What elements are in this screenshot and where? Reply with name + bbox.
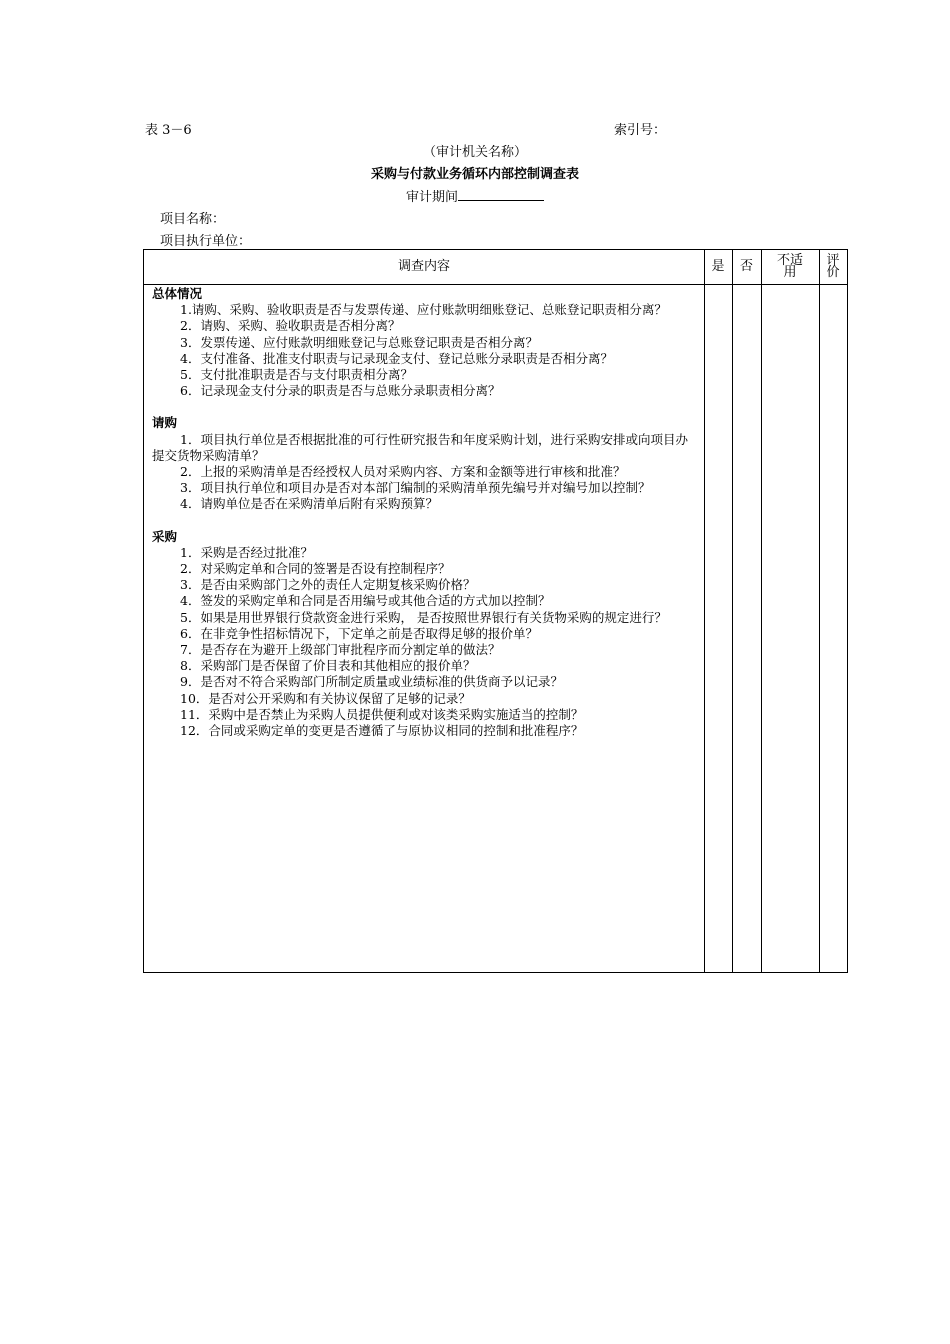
list-item (152, 723, 697, 739)
column-header-yes: 是 (711, 259, 725, 274)
column-header-eval-line1: 评 (826, 253, 840, 268)
list-item (152, 464, 697, 480)
list-item (152, 610, 697, 626)
list-item (152, 561, 697, 577)
column-header-na-line1: 不适 (776, 253, 803, 268)
survey-content (152, 286, 697, 739)
item-text: 7．是否存在为避开上级部门审批程序而分割定单的做法？ (180, 642, 501, 658)
list-item (152, 480, 697, 496)
column-header-na-line2: 用 (783, 265, 797, 280)
item-text: 3．项目执行单位和项目办是否对本部门编制的采购清单预先编号并对编号加以控制？ (180, 480, 651, 496)
audit-period-label: 审计期间 (405, 190, 458, 205)
column-header-eval-line2: 价 (826, 265, 840, 280)
list-item (152, 545, 697, 561)
list-item (152, 674, 697, 690)
item-text: 4．请购单位是否在采购清单后附有采购预算？ (180, 496, 438, 512)
column-divider (819, 250, 820, 972)
item-text: 3．是否由采购部门之外的责任人定期复核采购价格？ (180, 577, 476, 593)
list-item (152, 383, 697, 399)
list-item (152, 707, 697, 723)
item-text: 4．支付准备、批准支付职责与记录现金支付、登记总账分录职责是否相分离？ (180, 350, 613, 366)
item-text: 11．采购中是否禁止为采购人员提供便利或对该类采购实施适当的控制？ (180, 706, 584, 722)
item-text: 6．在非竞争性招标情况下，下定单之前是否取得足够的报价单？ (180, 625, 538, 641)
section-title: 请购 (152, 415, 178, 431)
item-text: 6．记录现金支付分录的职责是否与总账分录职责相分离？ (180, 383, 501, 399)
project-unit-label: 项目执行单位： (160, 234, 252, 249)
document-title: 采购与付款业务循环内部控制调查表 (370, 167, 579, 182)
item-text: 2．对采购定单和合同的签署是否设有控制程序？ (180, 561, 451, 577)
item-text: 1．项目执行单位是否根据批准的可行性研究报告和年度采购计划，进行采购安排或向项目办提交货物采购清单？ (152, 431, 688, 463)
item-text: 9．是否对不符合采购部门所制定质量或业绩标准的供货商予以记录？ (180, 674, 563, 690)
item-text: 1.请购、采购、验收职责是否与发票传递、应付账款明细账登记、总账登记职责相分离？ (180, 302, 667, 318)
column-divider (761, 250, 762, 972)
column-divider (732, 250, 733, 972)
item-text: 3．发票传递、应付账款明细账登记与总账登记职责是否相分离？ (180, 334, 538, 350)
item-text: 5．如果是用世界银行贷款资金进行采购， 是否按照世界银行有关货物采购的规定进行？ (180, 609, 667, 625)
table-number: 表 3－6 (145, 123, 192, 138)
section-title: 采购 (152, 528, 178, 544)
column-header-no: 否 (739, 259, 753, 274)
column-header-not-applicable (761, 250, 819, 284)
audit-period-blank (458, 188, 544, 201)
list-item (152, 335, 697, 351)
list-item (152, 658, 697, 674)
list-item (152, 318, 697, 334)
list-item (152, 496, 697, 512)
list-item (152, 302, 697, 318)
item-text: 10．是否对公开采购和有关协议保留了足够的记录？ (180, 690, 471, 706)
list-item (152, 642, 697, 658)
column-divider (704, 250, 705, 972)
audit-agency-name: （审计机关名称） (422, 145, 527, 160)
list-item (152, 691, 697, 707)
list-item (152, 626, 697, 642)
item-text: 8．采购部门是否保留了价目表和其他相应的报价单？ (180, 658, 476, 674)
item-text: 4．签发的采购定单和合同是否用编号或其他合适的方式加以控制？ (180, 593, 551, 609)
list-item (152, 577, 697, 593)
item-text: 1．采购是否经过批准？ (180, 544, 313, 560)
audit-period (0, 186, 950, 205)
item-text: 12．合同或采购定单的变更是否遵循了与原协议相同的控制和批准程序？ (180, 723, 584, 739)
item-text: 2．上报的采购清单是否经授权人员对采购内容、方案和金额等进行审核和批准？ (180, 464, 626, 480)
column-header-evaluation (819, 250, 847, 284)
item-text: 5．支付批准职责是否与支付职责相分离？ (180, 367, 413, 383)
header-divider (144, 284, 847, 285)
list-item (152, 432, 697, 464)
list-item (152, 593, 697, 609)
section-title: 总体情况 (152, 286, 203, 301)
index-number-label: 索引号： (614, 123, 667, 138)
column-header-content: 调查内容 (397, 259, 450, 274)
list-item (152, 351, 697, 367)
list-item (152, 367, 697, 383)
project-name-label: 项目名称： (160, 212, 226, 227)
survey-table (143, 249, 848, 973)
item-text: 2．请购、采购、验收职责是否相分离？ (180, 318, 401, 334)
